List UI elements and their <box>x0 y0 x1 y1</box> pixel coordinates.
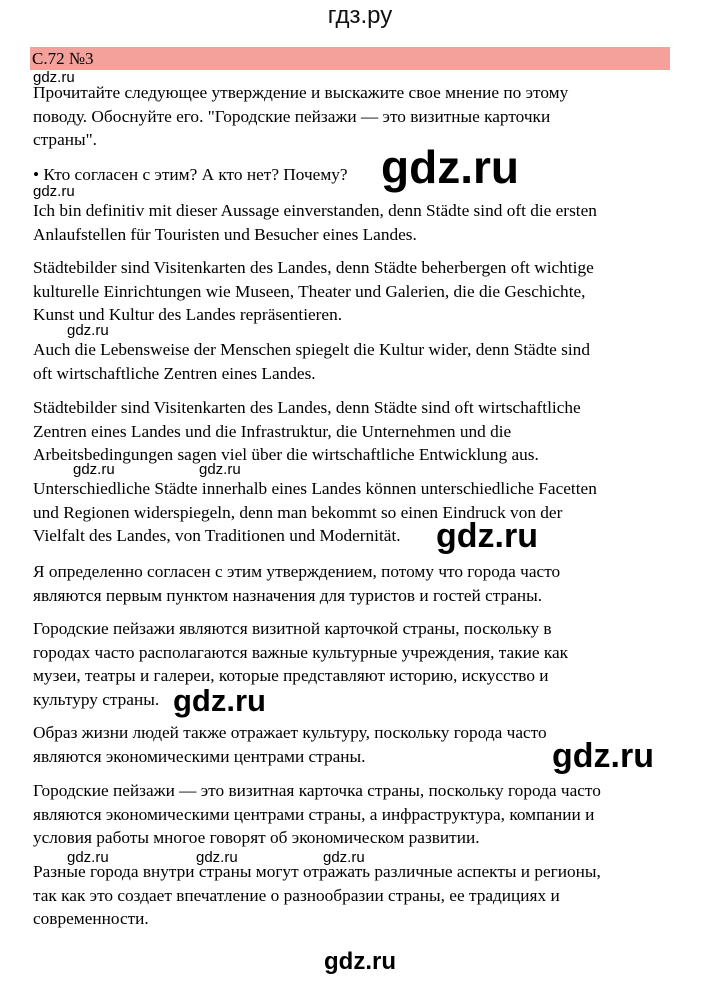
watermark-small: gdz.ru <box>199 461 241 478</box>
watermark-small: gdz.ru <box>323 849 365 866</box>
watermark-big: gdz.ru <box>381 141 519 193</box>
paragraph-de-4: Städtebilder sind Visitenkarten des Landes, denn Städte sind oft wirtschaftliche Zentren eines Landes und die Infrastruktur, die Unternehmen und die Arbeitsbedingungen sagen viel über die wirtschaftliche Entwicklung aus. <box>33 398 581 465</box>
watermark-small: gdz.ru <box>73 461 115 478</box>
watermark-big: gdz.ru <box>552 737 654 775</box>
watermark-small: gdz.ru <box>33 69 75 86</box>
paragraph-de-1: Ich bin definitiv mit dieser Aussage einverstanden, denn Städte sind oft die ersten Anlaufstellen für Touristen und Besucher eines Landes. <box>33 201 597 244</box>
paragraph-de-3: Auch die Lebensweise der Menschen spiegelt die Kultur wider, denn Städte sind oft wirtschaftliche Zentren eines Landes. <box>33 340 590 383</box>
paragraph-de-2: Städtebilder sind Visitenkarten des Landes, denn Städte beherbergen oft wichtige kulturelle Einrichtungen wie Museen, Theater und Galerien, die die Geschichte, Kunst und Kultur des Landes repräsentieren. <box>33 258 594 325</box>
paragraph-de-5: Unterschiedliche Städte innerhalb eines Landes können unterschiedliche Facetten und Regionen widerspiegeln, denn man bekommt so einen Eindruck von der Vielfalt des Landes, von Traditionen und Modernität. <box>33 479 597 546</box>
watermark-small: gdz.ru <box>196 849 238 866</box>
prompt-ru: Прочитайте следующее утверждение и выскажите свое мнение по этому поводу. Обоснуйте его. "Городские пейзажи — это визитные карточки страны". <box>33 83 569 150</box>
site-title: гдз.ру <box>327 2 393 29</box>
watermark-big: gdz.ru <box>436 517 538 555</box>
task-label-bar <box>30 47 670 70</box>
watermark-footer: gdz.ru <box>324 948 396 975</box>
paragraph-ru-3: Образ жизни людей также отражает культуру, поскольку города часто являются экономическими центрами страны. <box>33 723 547 766</box>
task-label: С.72 №3 <box>32 49 94 68</box>
watermark-small: gdz.ru <box>67 322 109 339</box>
watermark-small: gdz.ru <box>33 183 75 200</box>
watermark-big: gdz.ru <box>173 683 266 718</box>
paragraph-ru-4: Городские пейзажи — это визитная карточка страны, поскольку города часто являются экономическими центрами страны, а инфраструктура, компании и условия работы многое говорят об экономическом развитии. <box>33 781 601 848</box>
paragraph-ru-2: Городские пейзажи являются визитной карточкой страны, поскольку в городах часто располагаются важные культурные учреждения, такие как музеи, театры и галереи, которые представляют историю, искусство и культуру страны. <box>33 619 569 709</box>
question-ru: • Кто согласен с этим? А кто нет? Почему? <box>33 165 348 184</box>
watermark-small: gdz.ru <box>67 849 109 866</box>
paragraph-ru-1: Я определенно согласен с этим утверждением, потому что города часто являются первым пунктом назначения для туристов и гостей страны. <box>33 562 561 605</box>
paragraph-ru-5: Разные города внутри страны могут отражать различные аспекты и регионы, так как это создает впечатление о разнообразии страны, ее традициях и современности. <box>33 862 601 929</box>
